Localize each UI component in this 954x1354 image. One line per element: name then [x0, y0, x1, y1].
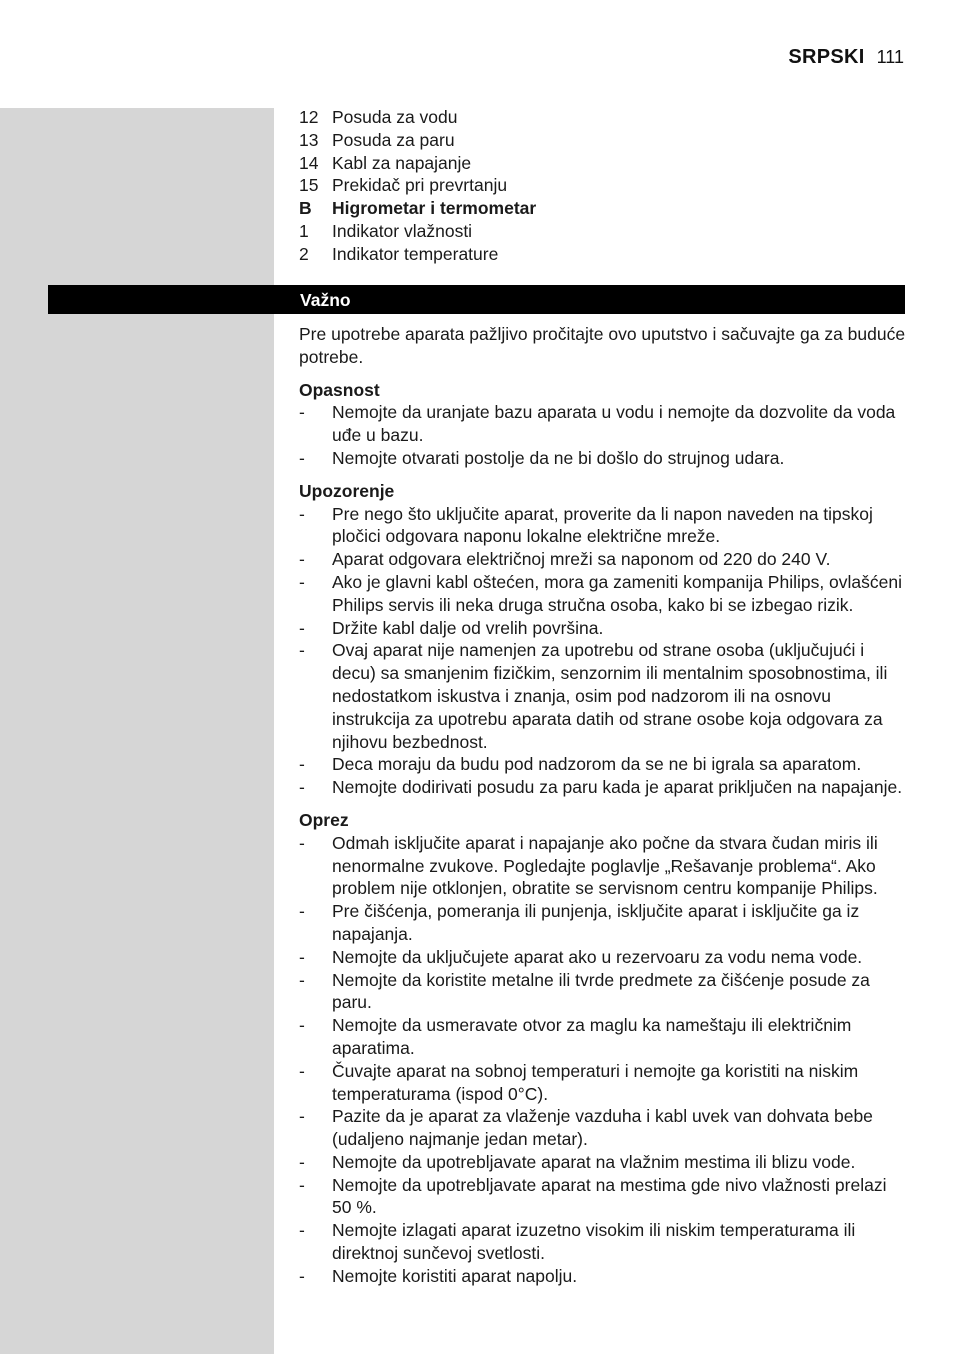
dash-bullet: -	[299, 1174, 305, 1195]
list-item-text: Pazite da je aparat za vlaženje vazduha i kabl uvek van dohvata bebe (udaljeno najmanje jedan metar).	[332, 1106, 873, 1150]
part-label: Posuda za vodu	[332, 107, 458, 127]
list-item	[299, 1014, 909, 1060]
list-item-text: Ako je glavni kabl oštećen, mora ga zameniti kompanija Philips, ovlašćeni Philips servis ili neka druga stručna osoba, kako bi se izbegao rizik.	[332, 571, 903, 615]
section-list	[299, 832, 909, 1288]
dash-bullet: -	[299, 402, 305, 423]
parts-list-item	[299, 152, 909, 175]
part-number: 1	[299, 220, 309, 241]
dash-bullet: -	[299, 946, 305, 967]
dash-bullet: -	[299, 1060, 305, 1081]
page-number: 111	[876, 47, 904, 67]
dash-bullet: -	[299, 617, 305, 638]
list-item	[299, 900, 909, 946]
section-list	[299, 503, 909, 799]
dash-bullet: -	[299, 1015, 305, 1036]
list-item	[299, 1151, 909, 1174]
list-item	[299, 1265, 909, 1288]
parts-list-item	[299, 243, 909, 266]
list-item-text: Pre čišćenja, pomeranja ili punjenja, isključite aparat i isključite ga iz napajanja.	[332, 901, 860, 944]
part-number: 13	[299, 129, 319, 150]
part-number: 2	[299, 243, 309, 264]
section-title: Opasnost	[299, 379, 380, 400]
list-item-text: Nemojte izlagati aparat izuzetno visokim ili niskim temperaturama ili direktnoj sunčevoj svetlosti.	[332, 1220, 856, 1264]
list-item	[299, 617, 909, 640]
list-item	[299, 1105, 909, 1151]
parts-list-item	[299, 174, 909, 197]
list-item-text: Nemojte da uranjate bazu aparata u vodu i nemojte da dozvolite da voda uđe u bazu.	[332, 402, 896, 446]
dash-bullet: -	[299, 503, 305, 524]
dash-bullet: -	[299, 969, 305, 990]
dash-bullet: -	[299, 640, 305, 661]
dash-bullet: -	[299, 571, 305, 592]
body-text	[299, 323, 909, 1288]
part-label: Indikator vlažnosti	[332, 220, 473, 241]
list-item-text: Pre nego što uključite aparat, proverite da li napon naveden na tipskoj pločici odgovara naponu lokalne električne mreže.	[332, 503, 873, 547]
list-item-text: Nemojte dodirivati posudu za paru kada je aparat priključen na napajanje.	[332, 777, 903, 798]
parts-list-item	[299, 129, 909, 152]
page-header	[788, 46, 904, 69]
part-number: 12	[299, 107, 319, 127]
list-item-text: Nemojte da uključujete aparat ako u rezervoaru za vodu nema vode.	[332, 946, 863, 967]
list-item-text: Nemojte koristiti aparat napolju.	[332, 1265, 578, 1286]
part-label: Prekidač pri prevrtanju	[332, 175, 508, 196]
part-number: 15	[299, 175, 319, 196]
list-item	[299, 832, 909, 900]
parts-list	[299, 106, 909, 266]
dash-bullet: -	[299, 901, 305, 922]
dash-bullet: -	[299, 1151, 305, 1172]
intro-paragraph: Pre upotrebe aparata pažljivo pročitajte ovo uputstvo i sačuvajte ga za buduće potrebe.	[299, 324, 906, 367]
part-label: Indikator temperature	[332, 243, 499, 264]
part-label: Higrometar i termometar	[332, 198, 537, 219]
section-title: Upozorenje	[299, 480, 395, 501]
list-item	[299, 548, 909, 571]
dash-bullet: -	[299, 549, 305, 570]
language-label: SRPSKI	[788, 46, 865, 68]
list-item-text: Nemojte da usmeravate otvor za maglu ka nameštaju ili električnim aparatima.	[332, 1015, 852, 1058]
list-item	[299, 401, 909, 447]
list-item	[299, 1174, 909, 1220]
list-item-text: Držite kabl dalje od vrelih površina.	[332, 617, 604, 638]
list-item	[299, 776, 909, 799]
list-item-text: Nemojte otvarati postolje da ne bi došlo do strujnog udara.	[332, 447, 785, 468]
list-item-text: Odmah isključite aparat i napajanje ako počne da stvara čudan miris ili nenormalne zvukove. Pogledajte poglavlje „Rešavanje problema“. Ako problem nije otklonjen, obratite se servisnom centru kompanije Philips.	[332, 832, 878, 899]
list-item-text: Deca moraju da budu pod nadzorom da se ne bi igrala sa aparatom.	[332, 754, 862, 775]
part-number: B	[299, 198, 312, 219]
list-item	[299, 1219, 909, 1265]
dash-bullet: -	[299, 832, 305, 853]
list-item	[299, 946, 909, 969]
list-item	[299, 1060, 909, 1106]
dash-bullet: -	[299, 447, 305, 468]
dash-bullet: -	[299, 777, 305, 798]
important-bar	[48, 285, 905, 314]
list-item	[299, 503, 909, 549]
dash-bullet: -	[299, 1220, 305, 1241]
dash-bullet: -	[299, 1106, 305, 1127]
parts-list-item	[299, 220, 909, 243]
list-item-text: Ovaj aparat nije namenjen za upotrebu od strane osoba (uključujući i decu) sa smanjenim fizičkim, senzornim ili mentalnim sposobnostima, ili nedostatkom iskustva i znanja, osim pod nadzorom ili na osnovu instrukcija za upotrebu aparata datih od strane osobe koja odgovara za njihovu bezbednost.	[332, 640, 888, 752]
sections	[299, 379, 909, 1288]
part-label: Kabl za napajanje	[332, 152, 472, 173]
part-label: Posuda za paru	[332, 129, 455, 150]
part-number: 14	[299, 152, 319, 173]
list-item-text: Nemojte da upotrebljavate aparat na mestima gde nivo vlažnosti prelazi 50 %.	[332, 1174, 887, 1218]
important-title: Važno	[300, 290, 351, 310]
dash-bullet: -	[299, 754, 305, 775]
list-item	[299, 753, 909, 776]
list-item-text: Čuvajte aparat na sobnoj temperaturi i nemojte ga koristiti na niskim temperaturama (ispod 0°C).	[332, 1060, 859, 1104]
list-item	[299, 639, 909, 753]
list-item	[299, 447, 909, 470]
list-item	[299, 969, 909, 1015]
list-item-text: Aparat odgovara električnoj mreži sa naponom od 220 do 240 V.	[332, 549, 831, 570]
section-title: Oprez	[299, 809, 349, 830]
list-item-text: Nemojte da upotrebljavate aparat na vlažnim mestima ili blizu vode.	[332, 1151, 856, 1172]
parts-list-item	[299, 106, 909, 129]
section-list	[299, 401, 909, 469]
parts-list-item	[299, 197, 909, 220]
list-item	[299, 571, 909, 617]
dash-bullet: -	[299, 1265, 305, 1286]
list-item-text: Nemojte da koristite metalne ili tvrde predmete za čišćenje posude za paru.	[332, 969, 870, 1013]
